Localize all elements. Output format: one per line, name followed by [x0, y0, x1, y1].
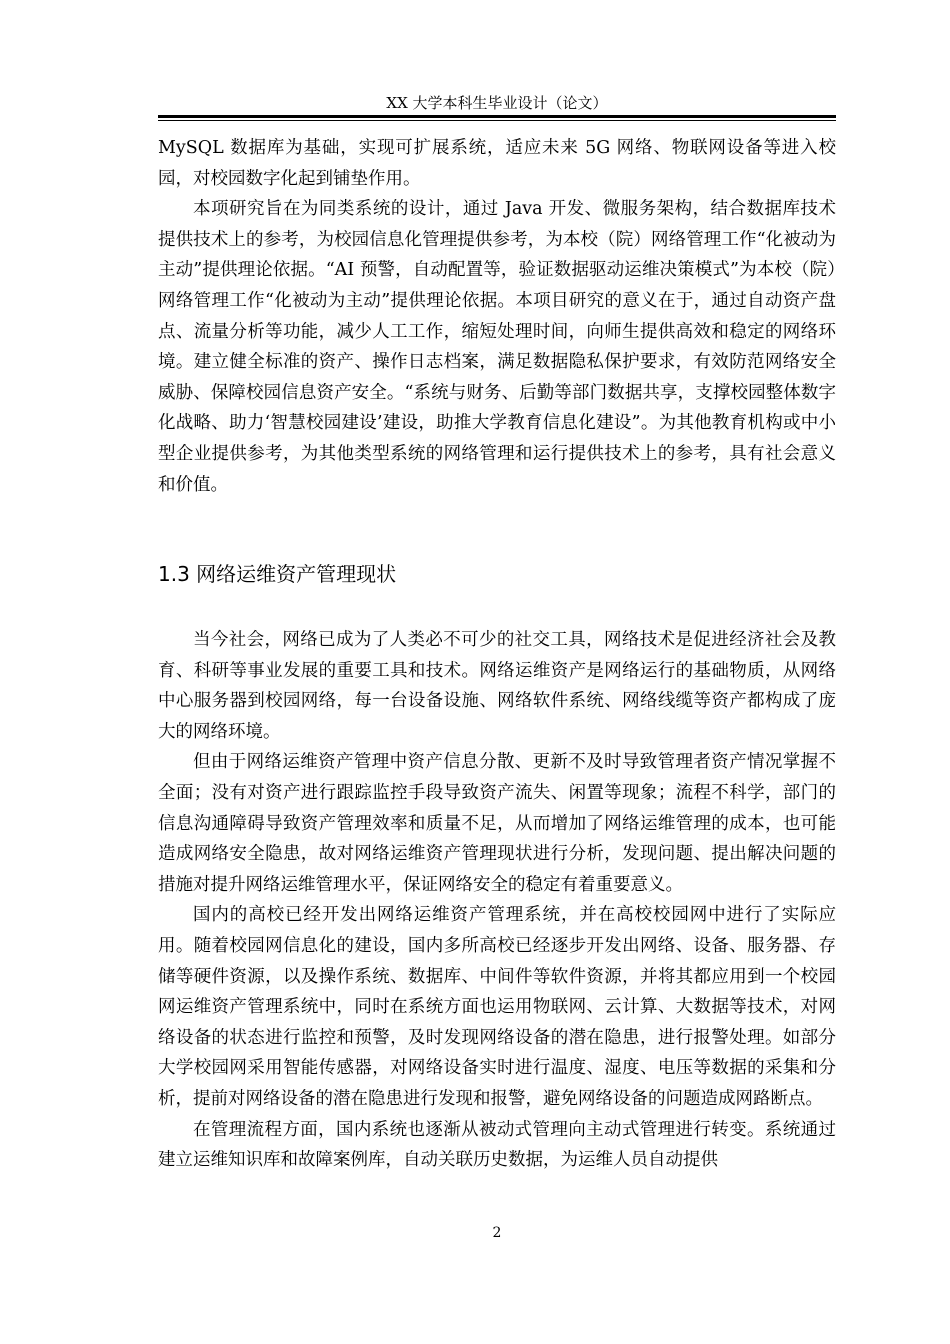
section-body-main	[158, 625, 836, 1176]
header-rule-thin	[158, 120, 836, 121]
running-header: XX 大学本科生毕业设计（论文）	[386, 94, 608, 112]
body-paragraph: 国内的高校已经开发出网络运维资产管理系统，并在高校校园网中进行了实际应用。随着校园网信息化的建设，国内多所高校已经逐步开发出网络、设备、服务器、存储等硬件资源，以及操作系统、数据库、中间件等软件资源，并将其都应用到一个校园网运维资产管理系统中，同时在系统方面也运用物联网、云计算、大数据等技术，对网络设备的状态进行监控和预警，及时发现网络设备的潜在隐患，进行报警处理。如部分大学校园网采用智能传感器，对网络设备实时进行温度、湿度、电压等数据的采集和分析，提前对网络设备的潜在隐患进行发现和报警，避免网络设备的问题造成网路断点。	[158, 905, 836, 1109]
header-rule-thick	[158, 115, 836, 118]
page-number: 2	[492, 1225, 502, 1241]
section-heading: 1.3 网络运维资产管理现状	[158, 562, 397, 586]
body-paragraph: 但由于网络运维资产管理中资产信息分散、更新不及时导致管理者资产情况掌握不全面；没有对资产进行跟踪监控手段导致资产流失、闲置等现象；流程不科学，部门的信息沟通障碍导致资产管理效率和质量不足，从而增加了网络运维管理的成本，也可能造成网络安全隐患，故对网络运维资产管理现状进行分析，发现问题、提出解决问题的措施对提升网络运维管理水平，保证网络安全的稳定有着重要意义。	[158, 752, 836, 895]
continuation-paragraph: MySQL 数据库为基础，实现可扩展系统，适应未来 5G 网络、物联网设备等进入校园，对校园数字化起到铺垫作用。	[158, 138, 836, 189]
body-paragraph: 当今社会，网络已成为了人类必不可少的社交工具，网络技术是促进经济社会及教育、科研等事业发展的重要工具和技术。网络运维资产是网络运行的基础物质，从网络中心服务器到校园网络，每一台设备设施、网络软件系统、网络线缆等资产都构成了庞大的网络环境。	[158, 630, 836, 742]
research-significance-paragraph: 本项研究旨在为同类系统的设计，通过 Java 开发、微服务架构，结合数据库技术提供技术上的参考，为校园信息化管理提供参考，为本校（院）网络管理工作“化被动为主动”提供理论依据。“AI 预警，自动配置等，验证数据驱动运维决策模式”为本校（院）网络管理工作“化被动为主动”提供理论依据。本项目研究的意义在于，通过自动资产盘点、流量分析等功能，减少人工工作，缩短处理时间，向师生提供高效和稳定的网络环境。建立健全标准的资产、操作日志档案，满足数据隐私保护要求，有效防范网络安全威胁、保障校园信息资产安全。“系统与财务、后勤等部门数据共享，支撑校园整体数字化战略、助力‘智慧校园建设’建设，助推大学教育信息化建设”。为其他教育机构或中小型企业提供参考，为其他类型系统的网络管理和运行提供技术上的参考，具有社会意义和价值。	[158, 199, 836, 495]
section-body-top	[158, 133, 836, 500]
body-paragraph: 在管理流程方面，国内系统也逐渐从被动式管理向主动式管理进行转变。系统通过建立运维知识库和故障案例库，自动关联历史数据，为运维人员自动提供	[158, 1119, 836, 1171]
